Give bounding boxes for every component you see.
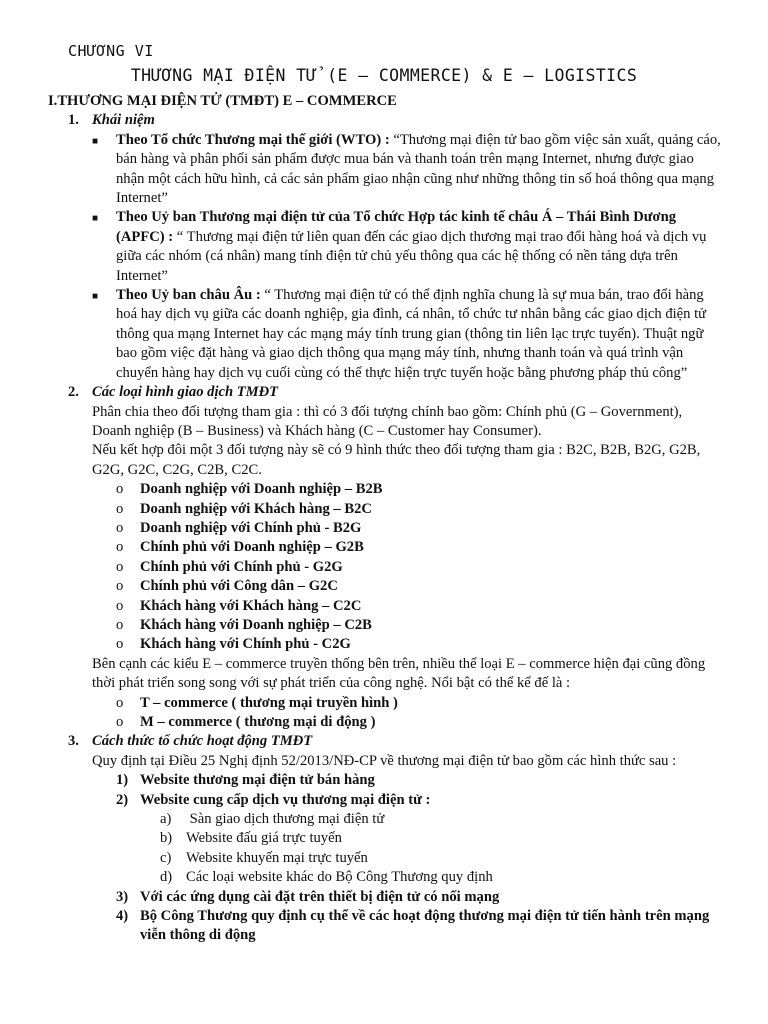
document-body: [0, 92, 768, 946]
list-item-text: Khách hàng với Khách hàng – C2C: [140, 597, 362, 614]
heading-organization: [68, 732, 768, 751]
list-item: [116, 713, 768, 732]
sub-list-letter: c): [160, 849, 172, 866]
list-item-number: 3): [116, 888, 129, 905]
square-bullet-icon: ■: [92, 291, 99, 303]
list-item-text: Website cung cấp dịch vụ thương mại điện tử :: [140, 791, 431, 808]
list-item-text: Bộ Công Thương quy định cụ thể về các hoạt động thương mại điện tử tiến hành trên mạng viễn thông di động: [140, 908, 710, 944]
list-item-text: Khách hàng với Chính phủ - C2G: [140, 636, 351, 653]
circle-bullet-icon: o: [116, 539, 124, 556]
list-item: [116, 558, 768, 577]
list-item: [116, 694, 768, 713]
list-item: [116, 480, 768, 499]
circle-bullet-icon: o: [116, 694, 124, 711]
circle-bullet-icon: o: [116, 558, 124, 575]
definition-apec: [92, 208, 724, 286]
list-item-text: M – commerce ( thương mại di động ): [140, 714, 376, 730]
list-item-text: T – commerce ( thương mại truyền hình ): [140, 694, 398, 711]
sub-list-item: [160, 810, 768, 829]
circle-bullet-icon: o: [116, 597, 124, 614]
definition-text: “ Thương mại điện tử liên quan đến các giao dịch thương mại trao đổi hàng hoá và dịch vụ giữa các nhóm (cá nhân) mang tính điện tử chủ yếu thông qua các hệ thống có nền tảng dựa trên Internet”: [116, 228, 707, 284]
paragraph: Nếu kết hợp đôi một 3 đối tượng này sẽ có 9 hình thức theo đối tượng tham gia : B2C, B2B, B2G, G2B, G2G, G2C, C2G, C2B, C2C.: [92, 442, 701, 478]
list-item: [116, 616, 768, 635]
list-item-text: Chính phủ với Chính phủ - G2G: [140, 558, 343, 575]
circle-bullet-icon: o: [116, 714, 124, 730]
circle-bullet-icon: o: [116, 519, 124, 536]
sub-list-item: [160, 868, 768, 887]
list-item: [116, 597, 768, 616]
sub-list-item: [160, 829, 768, 848]
sub-list-letter: b): [160, 830, 173, 847]
definition-eu: [92, 286, 724, 383]
circle-bullet-icon: o: [116, 481, 124, 498]
sub-list-letter: d): [160, 869, 173, 886]
list-item: [116, 771, 724, 790]
list-item: [116, 519, 768, 538]
heading-number: 3.: [68, 733, 79, 750]
heading-text: Các loại hình giao dịch TMĐT: [92, 384, 279, 401]
list-item-number: 4): [116, 908, 129, 925]
list-item-text: Doanh nghiệp với Chính phủ - B2G: [140, 519, 362, 536]
circle-bullet-icon: o: [116, 616, 124, 633]
list-item-text: Doanh nghiệp với Khách hàng – B2C: [140, 500, 372, 517]
definition-source: Theo Tổ chức Thương mại thế giới (WTO) :: [116, 131, 394, 148]
chapter-title: THƯƠNG MẠI ĐIỆN TỬ (E – COMMERCE) & E – LOGISTICS: [130, 66, 638, 85]
list-item: [116, 907, 724, 946]
paragraph: Phân chia theo đối tượng tham gia : thì có 3 đối tượng chính bao gồm: Chính phủ (G – Government), Doanh nghiệp (B – Business) và Khách hàng (C – Customer hay Consumer).: [92, 403, 683, 439]
list-item-text: Website thương mại điện tử bán hàng: [140, 772, 375, 789]
heading-concept: [68, 111, 768, 130]
sub-list-item: [160, 849, 768, 868]
list-item: [116, 577, 768, 596]
sub-list-text: Website khuyến mại trực tuyến: [186, 849, 368, 866]
circle-bullet-icon: o: [116, 500, 124, 517]
list-item: [116, 500, 768, 519]
list-item: [116, 635, 768, 654]
list-item-text: Doanh nghiệp với Doanh nghiệp – B2B: [140, 481, 383, 498]
heading-number: 1.: [68, 112, 79, 129]
heading-text: Khái niệm: [92, 112, 155, 129]
sub-list-text: Các loại website khác do Bộ Công Thương quy định: [186, 869, 493, 886]
paragraph: Bên cạnh các kiểu E – commerce truyền thống bên trên, nhiều thể loại E – commerce hiện đại cũng đồng thời phát triển song song với sự phát triển của công nghệ. Nổi bật có thể kể đế là :: [92, 655, 706, 692]
list-item-number: 1): [116, 772, 129, 789]
list-item: [116, 791, 724, 810]
list-item: [116, 538, 768, 557]
list-item: [116, 888, 724, 907]
definition-wto: [92, 131, 724, 209]
square-bullet-icon: ■: [92, 213, 99, 225]
heading-number: 2.: [68, 384, 79, 401]
sub-list-letter: a): [160, 811, 172, 828]
definition-source: Theo Uỷ ban Thương mại điện tử của Tổ chức Hợp tác kinh tế châu Á – Thái Bình Dương (APFC) :: [116, 209, 677, 245]
heading-text: Cách thức tổ chức hoạt động TMĐT: [92, 733, 313, 750]
list-item-number: 2): [116, 791, 129, 808]
heading-transaction-types: [68, 383, 768, 402]
chapter-label: CHƯƠNG VI: [68, 42, 154, 60]
sub-list-text: Sàn giao dịch thương mại điện tử: [186, 811, 385, 828]
circle-bullet-icon: o: [116, 636, 124, 653]
section-heading: I.THƯƠNG MẠI ĐIỆN TỬ (TMĐT) E – COMMERCE: [48, 93, 397, 109]
square-bullet-icon: ■: [92, 135, 99, 147]
list-item-text: Khách hàng với Doanh nghiệp – C2B: [140, 616, 372, 633]
definition-text: “ Thương mại điện tử có thể định nghĩa chung là sự mua bán, trao đổi hàng hoá hay dịch vụ giữa các doanh nghiệp, gia đình, cá nhân, tổ chức tư nhân bằng các giao dịch điện tử thông qua mạng Internet hay các mạng máy tính trung gian (thông tin liên lạc trực tuyến). Thuật ngữ bao gồm việc đặt hàng và giao dịch thông qua mạng máy tính, nhưng thanh toán và quá trình vận chuyển hàng hay dịch vụ cuối cùng có thể thực hiện trực tuyến hoặc bằng phương pháp thủ công”: [116, 287, 707, 381]
definition-text: “Thương mại điện tử bao gồm việc sản xuất, quảng cáo, bán hàng và phân phối sản phẩm được mua bán và thanh toán trên mạng Internet, nhưng được giao nhận một cách hữu hình, cả các sản phẩm giao nhận cũng như những thông tin số hoá thông qua mạng Internet”: [116, 131, 721, 207]
definition-source: Theo Uỷ ban châu Âu :: [116, 287, 265, 304]
sub-list-text: Website đấu giá trực tuyến: [186, 830, 342, 847]
list-item-text: Chính phủ với Công dân – G2C: [140, 578, 338, 595]
list-item-text: Chính phủ với Doanh nghiệp – G2B: [140, 539, 364, 556]
list-item-text: Với các ứng dụng cài đặt trên thiết bị điện tử có nối mạng: [140, 888, 500, 905]
circle-bullet-icon: o: [116, 578, 124, 595]
paragraph: Quy định tại Điều 25 Nghị định 52/2013/NĐ-CP về thương mại điện tử bao gồm các hình thức sau :: [92, 752, 677, 769]
